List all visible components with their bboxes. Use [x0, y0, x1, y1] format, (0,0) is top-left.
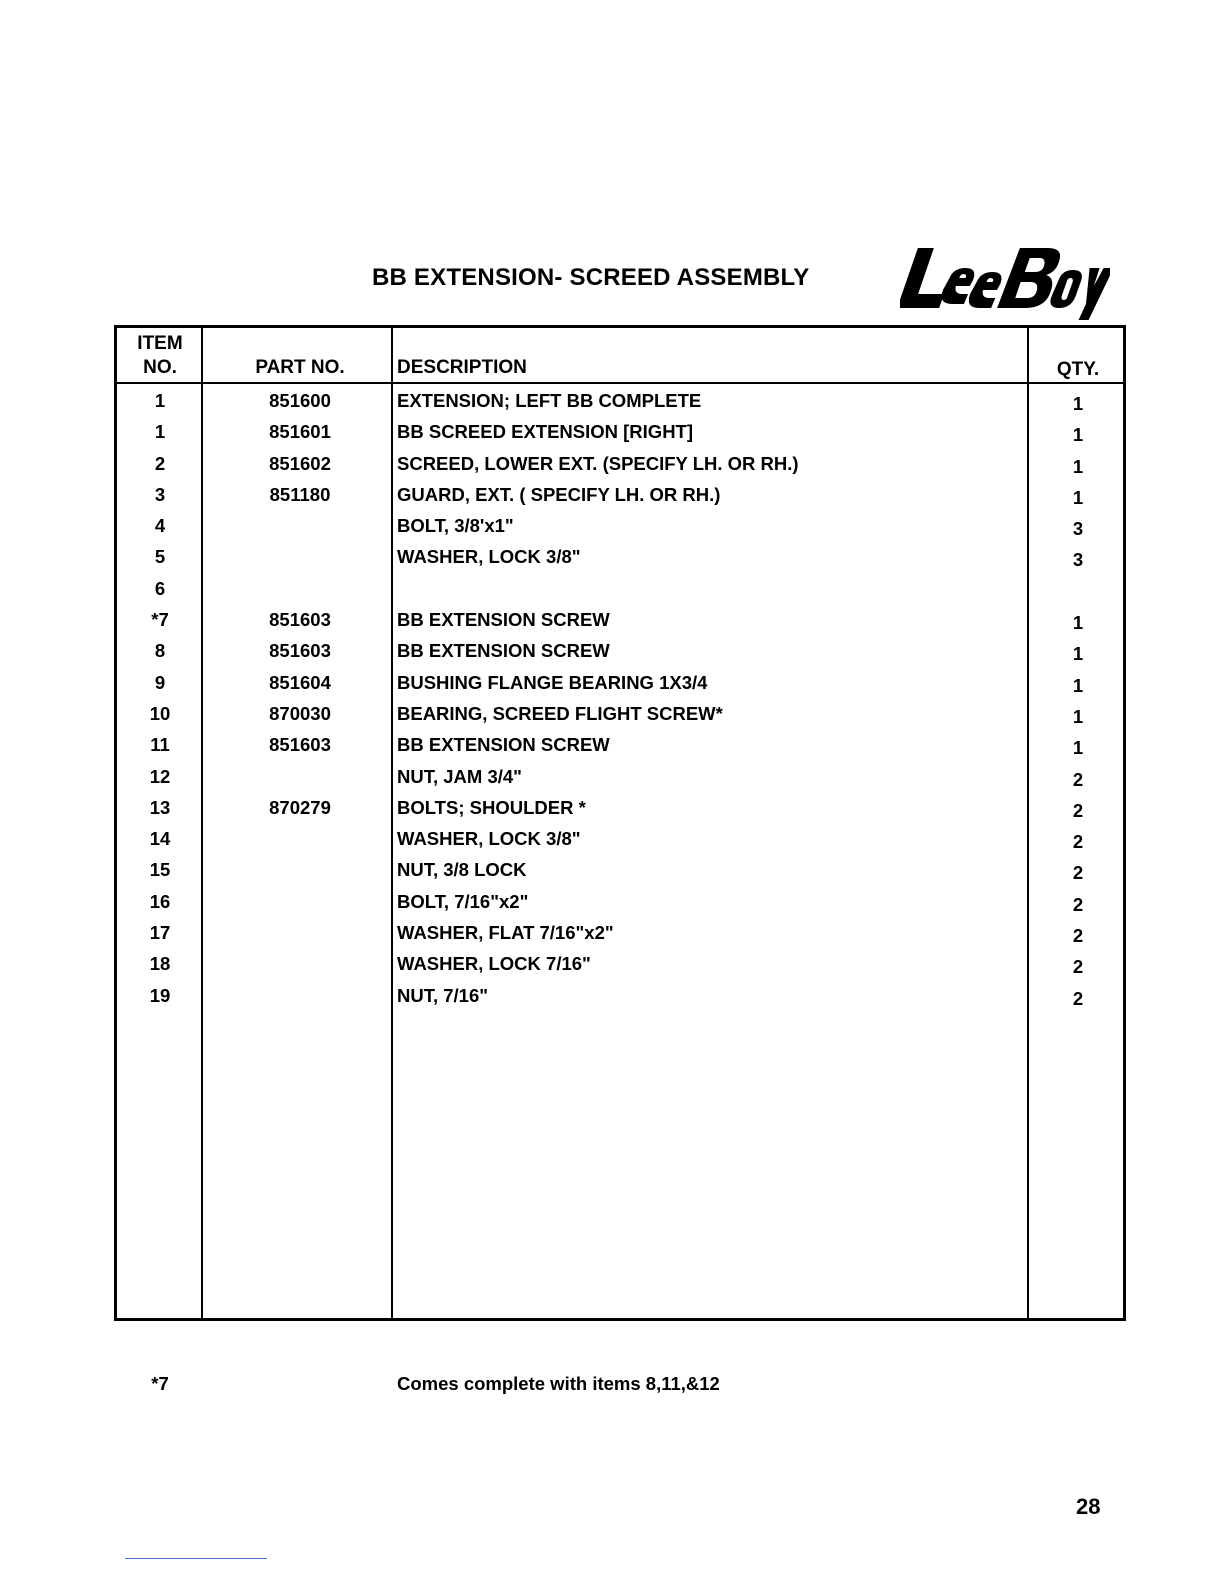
cell-item-no: 18: [149, 953, 171, 975]
table-row: [117, 669, 1123, 700]
cell-qty: 1: [1072, 612, 1084, 634]
table-row: [117, 794, 1123, 825]
cell-description: NUT, 7/16": [397, 984, 489, 1006]
table-row: [117, 888, 1123, 919]
cell-part-no: 851602: [269, 452, 331, 474]
cell-qty: 3: [1072, 549, 1084, 571]
parts-table: [114, 325, 1126, 1394]
cell-description: BB SCREED EXTENSION [RIGHT]: [397, 421, 694, 443]
header-part-no: PART NO.: [255, 357, 345, 378]
cell-part-no: 851180: [269, 483, 331, 505]
cell-description: GUARD, EXT. ( SPECIFY LH. OR RH.): [397, 483, 721, 505]
cell-qty: 2: [1072, 893, 1084, 915]
table-row: [117, 950, 1123, 981]
cell-description: NUT, 3/8 LOCK: [397, 859, 527, 881]
table-row: [117, 387, 1123, 418]
cell-qty: 1: [1072, 393, 1084, 414]
cell-qty: 1: [1072, 643, 1084, 665]
cell-item-no: 1: [154, 421, 166, 443]
cell-description: BUSHING FLANGE BEARING 1X3/4: [397, 671, 708, 693]
cell-item-no: 19: [149, 984, 171, 1006]
cell-qty: 1: [1072, 674, 1084, 696]
cell-qty: 3: [1072, 518, 1084, 540]
header-description: DESCRIPTION: [397, 357, 527, 378]
leeboy-logo-image: [900, 238, 1110, 322]
cell-qty: 1: [1072, 424, 1084, 446]
cell-qty: 1: [1072, 705, 1084, 727]
cell-part-no: 851603: [269, 609, 331, 631]
cell-qty: 2: [1072, 831, 1084, 853]
table-row: [117, 575, 1123, 606]
cell-qty: 2: [1072, 768, 1084, 790]
cell-description: WASHER, FLAT 7/16"x2": [397, 922, 614, 944]
header-qty: QTY.: [1056, 359, 1100, 380]
table-row: [117, 637, 1123, 668]
cell-item-no: 13: [149, 796, 171, 818]
cell-description: SCREED, LOWER EXT. (SPECIFY LH. OR RH.): [397, 452, 799, 474]
cell-item-no: 1: [154, 390, 166, 411]
cell-description: BB EXTENSION SCREW: [397, 734, 610, 756]
cell-item-no: 8: [154, 640, 166, 662]
cell-description: BEARING, SCREED FLIGHT SCREW*: [397, 702, 723, 724]
table-row: [117, 418, 1123, 449]
table-row: [117, 763, 1123, 794]
cell-item-no: 3: [154, 483, 166, 505]
table-row: [117, 481, 1123, 512]
cell-qty: 1: [1072, 455, 1084, 477]
cell-part-no: 870279: [269, 796, 331, 818]
cell-item-no: 12: [149, 765, 171, 787]
table-row: [117, 856, 1123, 887]
cell-qty: 2: [1072, 862, 1084, 884]
cell-qty: 1: [1072, 737, 1084, 759]
header-item-line1: ITEM: [137, 333, 183, 354]
cell-qty: 2: [1072, 956, 1084, 978]
cell-item-no: 17: [149, 922, 171, 944]
cell-item-no: 2: [154, 452, 166, 474]
cell-description: WASHER, LOCK 3/8": [397, 546, 581, 568]
header-item-line2: NO.: [143, 357, 177, 378]
page-number: 28: [1076, 1494, 1101, 1519]
cell-description: EXTENSION; LEFT BB COMPLETE: [397, 390, 702, 411]
footer-rule: [125, 1558, 267, 1559]
cell-qty: 1: [1072, 486, 1084, 508]
cell-item-no: 6: [154, 577, 166, 599]
cell-description: BB EXTENSION SCREW: [397, 640, 610, 662]
cell-part-no: 870030: [269, 702, 331, 724]
cell-description: BOLTS; SHOULDER *: [397, 796, 586, 818]
cell-item-no: 10: [149, 702, 171, 724]
cell-item-no: *7: [151, 609, 169, 631]
table-row: [117, 543, 1123, 574]
cell-description: BB EXTENSION SCREW: [397, 609, 610, 631]
header-item-no: [117, 332, 203, 380]
cell-part-no: 851601: [269, 421, 331, 443]
cell-qty: 2: [1072, 925, 1084, 947]
footnote-item: *7: [151, 1373, 169, 1394]
cell-description: BOLT, 7/16"x2": [397, 890, 529, 912]
cell-item-no: 5: [154, 546, 166, 568]
leeboy-logo: [900, 238, 1110, 322]
header-divider: [117, 382, 1123, 384]
cell-part-no: 851603: [269, 640, 331, 662]
cell-item-no: 4: [154, 515, 166, 537]
table-row: [117, 700, 1123, 731]
footnote-text: Comes complete with items 8,11,&12: [397, 1373, 720, 1394]
cell-item-no: 16: [149, 890, 171, 912]
table-body: [117, 387, 1123, 1013]
cell-description: WASHER, LOCK 3/8": [397, 828, 581, 850]
cell-item-no: 15: [149, 859, 171, 881]
cell-part-no: 851603: [269, 734, 331, 756]
table-row: [117, 512, 1123, 543]
cell-qty: 2: [1072, 987, 1084, 1009]
page-title: BB EXTENSION- SCREED ASSEMBLY: [372, 264, 810, 291]
table-row: [117, 450, 1123, 481]
cell-part-no: 851604: [269, 671, 331, 693]
cell-item-no: 9: [154, 671, 166, 693]
cell-item-no: 11: [150, 734, 170, 756]
cell-description: NUT, JAM 3/4": [397, 765, 522, 787]
cell-description: WASHER, LOCK 7/16": [397, 953, 591, 975]
table-row: [117, 982, 1123, 1013]
cell-item-no: 14: [149, 828, 171, 850]
table-row: [117, 825, 1123, 856]
table-row: [117, 919, 1123, 950]
cell-part-no: 851600: [269, 390, 331, 411]
table-row: [117, 731, 1123, 762]
cell-description: BOLT, 3/8'x1": [397, 515, 514, 537]
cell-qty: 2: [1072, 799, 1084, 821]
table-row: [117, 606, 1123, 637]
